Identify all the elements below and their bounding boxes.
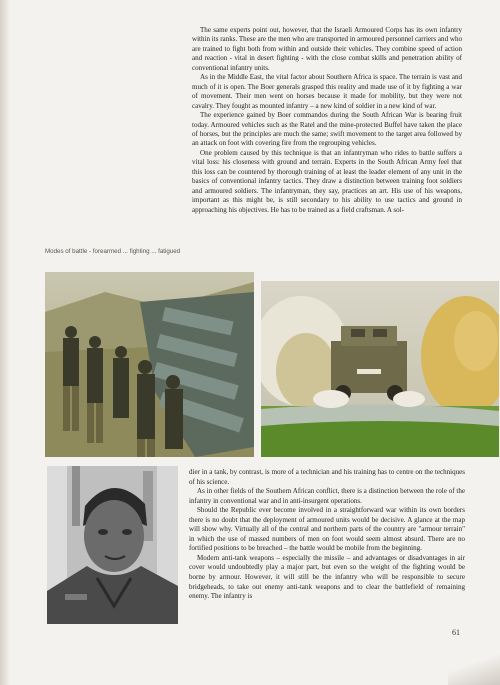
paragraph: The same experts point out, however, that the Israeli Armoured Corps has its own infantry within its ranks. These are the men who are transported in armoured personnel carriers and who are trained to fight both from within and outside their vehicles. They combine speed of action and reaction - vital in desert fighting - with the close combat skills and penetration ability of conventional infantry units. — [192, 26, 462, 72]
paragraph: As in the Middle East, the vital factor about Southern Africa is space. The terrain is vast and much of it is open. The Boer generals grasped this reality and made use of it by fighting a war of movement. Their men went on horses because it made for mobility, but they were not cavalry. They fought as mounted infantry – a new kind of soldier in a new kind of war. — [192, 73, 462, 110]
page-number: 61 — [452, 628, 460, 637]
paragraph: The experience gained by Boer commandos during the South African War is bearing fruit today. Armoured vehicles such as the Ratel and the mine-protected Buffel have taken the place of horses, but the principles are much the same; swift movement to the target area followed by an attack on foot with covering fire from the regrouping vehicles. — [192, 111, 462, 148]
paragraph: As in other fields of the Southern African conflict, there is a distinction between the role of the infantry in conventional war and in anti-insurgent operations. — [189, 487, 465, 505]
paragraph: Should the Republic ever become involved in a straightforward war within its own borders there is no doubt that the deployment of armoured units would be decisive. A glance at the map will show why. Virtually all of the central and northern parts of the country are "armour terrain" in which the use of massed numbers of men on foot would seem almost absurd. There are no fortified positions to be breached – the battle would be mobile from the beginning. — [189, 506, 465, 553]
paragraph: One problem caused by this technique is that an infantryman who rides to battle suffers a vital loss: his closeness with ground and terrain. Experts in the South African Army feel that this loss can be countered by thorough training of at least the leader element of any unit in the basics of conventional infantry tactics. They draw a distinction between training foot soldiers and armoured soldiers. The infantryman, they say, practices an art. His use of his weapons, important as this might be, is still secondary to his ability to use tactics and ground in approaching his objectives. He has to be trained as a field craftsman. A sol- — [192, 148, 462, 214]
photo-soldiers-and-vehicles — [45, 272, 254, 457]
page-binding-shadow — [0, 0, 10, 685]
article-text-bottom — [189, 468, 465, 602]
photo-caption: Modes of battle - forearmed ... fighting ... fatigued — [45, 248, 181, 255]
photo-armoured-vehicle-water — [261, 281, 499, 457]
article-text-top — [192, 26, 462, 215]
photo-soldier-portrait — [47, 466, 178, 624]
paragraph: Modern anti-tank weapons – especially the missile – and advantages or disadvantages in air cover would undoubtedly play a major part, but even so the weight of the fighting would be borne by armour. However, it will still be the infantry who will be responsible to secure bridgeheads, to take out enemy anti-tank weapons and to clear the battlefield of remaining enemy. The infantry is — [189, 553, 465, 601]
page-curl-shadow — [448, 650, 500, 685]
paragraph: dier in a tank, by contrast, is more of a technician and his training has to centre on the techniques of his science. — [189, 468, 465, 486]
